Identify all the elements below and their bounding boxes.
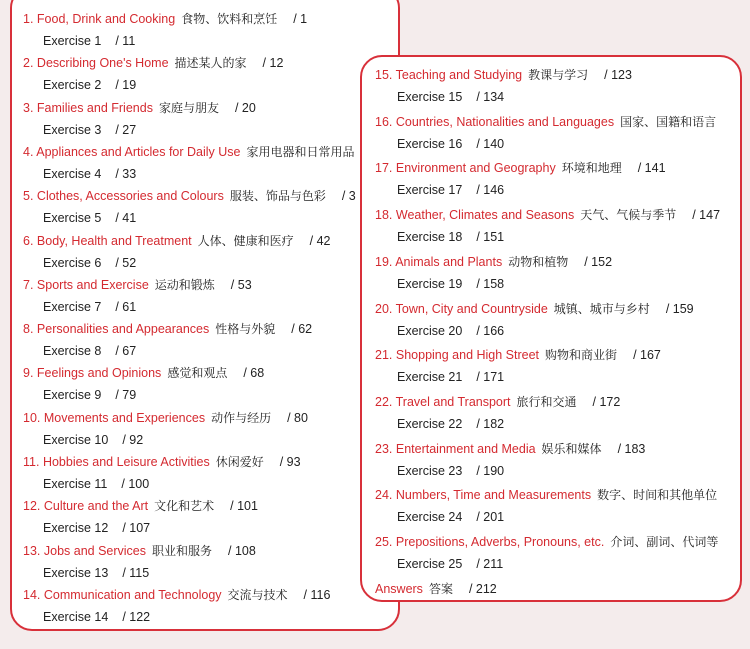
chapter-title: Food, Drink and Cooking <box>36 12 176 26</box>
chapter-title-chinese: 交流与技术 <box>227 587 288 602</box>
exercise-label: Exercise 21 <box>397 370 463 385</box>
chapter-entry[interactable] <box>23 543 256 559</box>
chapter-number: 2. <box>23 56 34 71</box>
chapter-page: / 167 <box>633 348 661 363</box>
exercise-page: / 79 <box>115 388 137 403</box>
exercise-entry[interactable] <box>43 387 136 403</box>
chapter-number: 20. <box>375 301 393 316</box>
exercise-entry[interactable] <box>397 136 504 152</box>
exercise-page: / 151 <box>476 230 505 245</box>
chapter-title: Feelings and Opinions <box>36 366 162 381</box>
chapter-page: / 116 <box>303 587 331 602</box>
chapter-number: 23. <box>375 441 393 456</box>
chapter-title: Numbers, Time and Measurements <box>395 488 592 503</box>
chapter-number: 9. <box>23 366 34 381</box>
chapter-page: / 172 <box>592 394 621 409</box>
exercise-page: / 122 <box>122 609 151 624</box>
exercise-entry[interactable] <box>43 432 143 448</box>
exercise-label: Exercise 14 <box>43 609 109 624</box>
chapter-title-chinese: 休闲爱好 <box>215 455 264 469</box>
exercise-page: / 134 <box>476 90 505 104</box>
chapter-title-chinese: 介词、副词、代词等 <box>610 535 719 549</box>
chapter-page: / 42 <box>309 233 331 248</box>
chapter-title-chinese: 娱乐和媒体 <box>541 441 602 456</box>
exercise-page: / 27 <box>115 122 137 137</box>
chapter-title: Animals and Plants <box>395 254 503 269</box>
exercise-entry[interactable] <box>397 276 504 292</box>
exercise-page: / 211 <box>476 557 504 571</box>
chapter-title-chinese: 职业和服务 <box>152 543 213 558</box>
chapter-number: 8. <box>23 322 34 337</box>
toc-right-panel <box>360 55 742 602</box>
exercise-label: Exercise 6 <box>43 255 102 270</box>
exercise-entry[interactable] <box>43 255 136 271</box>
exercise-label: Exercise 2 <box>43 78 102 93</box>
exercise-page: / 140 <box>476 136 505 151</box>
answers-page: / 212 <box>468 581 497 596</box>
chapter-number: 5. <box>23 189 34 204</box>
exercise-entry[interactable] <box>43 609 150 625</box>
exercise-entry[interactable] <box>397 556 503 572</box>
exercise-page: / 41 <box>115 211 137 226</box>
exercise-entry[interactable] <box>397 229 504 245</box>
chapter-title: Clothes, Accessories and Colours <box>36 189 224 204</box>
chapter-number: 21. <box>375 348 393 363</box>
chapter-title: Jobs and Services <box>43 543 147 558</box>
chapter-number: 4. <box>23 144 34 159</box>
chapter-entry[interactable] <box>23 410 308 426</box>
toc-left-panel <box>10 0 400 631</box>
chapter-page: / 80 <box>287 410 308 425</box>
chapter-title: Countries, Nationalities and Languages <box>395 114 615 129</box>
chapter-entry[interactable] <box>23 233 331 249</box>
chapter-page: / 68 <box>243 366 265 381</box>
chapter-number: 1. <box>23 12 34 26</box>
exercise-page: / 100 <box>121 477 150 491</box>
exercise-label: Exercise 1 <box>43 34 102 48</box>
exercise-entry[interactable] <box>397 463 504 479</box>
chapter-title: Appliances and Articles for Daily Use <box>36 144 241 159</box>
chapter-number: 15. <box>375 68 393 82</box>
chapter-entry[interactable] <box>23 55 283 71</box>
chapter-page: / 93 <box>279 455 301 469</box>
exercise-entry[interactable] <box>43 565 149 581</box>
chapter-title-chinese: 国家、国籍和语言 <box>620 114 717 129</box>
chapter-title-chinese: 数字、时间和其他单位 <box>597 488 718 503</box>
exercise-page: / 146 <box>476 183 505 198</box>
chapter-number: 12. <box>23 499 41 514</box>
chapter-number: 10. <box>23 410 41 425</box>
chapter-title: Shopping and High Street <box>395 348 540 363</box>
chapter-title-chinese: 服装、饰品与色彩 <box>229 189 326 204</box>
chapter-page: / 1 <box>293 12 308 26</box>
chapter-page: / 159 <box>665 301 694 316</box>
exercise-entry[interactable] <box>43 343 136 359</box>
exercise-entry[interactable] <box>397 323 504 339</box>
exercise-page: / 171 <box>476 370 505 385</box>
chapter-page: / 3 <box>341 189 356 204</box>
exercise-label: Exercise 8 <box>43 344 102 359</box>
exercise-label: Exercise 25 <box>397 557 463 571</box>
chapter-title-chinese: 文化和艺术 <box>154 499 215 514</box>
exercise-page: / 92 <box>122 432 144 447</box>
exercise-label: Exercise 19 <box>397 276 463 291</box>
chapter-title: Families and Friends <box>36 100 153 115</box>
chapter-number: 18. <box>375 208 393 223</box>
chapter-page: / 53 <box>230 277 252 292</box>
chapter-number: 19. <box>375 254 393 269</box>
chapter-title-chinese: 感觉和观点 <box>167 366 228 381</box>
chapter-page: / 152 <box>584 254 613 269</box>
exercise-label: Exercise 13 <box>43 565 109 580</box>
exercise-label: Exercise 22 <box>397 416 463 431</box>
chapter-number: 11. <box>23 455 40 469</box>
chapter-number: 22. <box>375 394 393 409</box>
chapter-page: / 20 <box>234 100 256 115</box>
chapter-page: / 62 <box>291 322 313 337</box>
chapter-title: Travel and Transport <box>395 394 511 409</box>
exercise-entry[interactable] <box>43 122 136 138</box>
chapter-page: / 147 <box>692 208 721 223</box>
chapter-title: Movements and Experiences <box>43 410 206 425</box>
answers-entry[interactable] <box>375 581 497 597</box>
chapter-number: 6. <box>23 233 34 248</box>
chapter-entry[interactable] <box>375 207 720 223</box>
chapter-title: Describing One's Home <box>36 56 169 71</box>
exercise-label: Exercise 17 <box>397 183 463 198</box>
chapter-page: / 108 <box>228 543 256 558</box>
chapter-page: / 12 <box>262 56 284 71</box>
chapter-entry[interactable] <box>23 11 307 27</box>
exercise-page: / 182 <box>476 416 505 431</box>
chapter-title: Environment and Geography <box>395 161 556 176</box>
exercise-page: / 61 <box>115 299 137 314</box>
exercise-label: Exercise 20 <box>397 323 463 338</box>
chapter-entry[interactable] <box>23 277 252 293</box>
chapter-title-chinese: 环境和地理 <box>561 161 622 176</box>
chapter-title: Personalities and Appearances <box>36 322 210 337</box>
chapter-title: Teaching and Studying <box>395 68 523 82</box>
chapter-entry[interactable] <box>375 254 612 270</box>
chapter-page: / 123 <box>604 68 632 82</box>
chapter-title-chinese: 动物和植物 <box>508 254 569 269</box>
exercise-page: / 190 <box>476 463 505 478</box>
chapter-entry[interactable] <box>375 114 716 130</box>
chapter-title-chinese: 家庭与朋友 <box>158 100 219 115</box>
chapter-title-chinese: 描述某人的家 <box>174 56 247 71</box>
answers-title: Answers <box>375 581 423 596</box>
chapter-title-chinese: 动作与经历 <box>211 410 272 425</box>
chapter-title-chinese: 教课与学习 <box>528 68 589 82</box>
exercise-entry[interactable] <box>43 33 135 49</box>
chapter-title: Body, Health and Treatment <box>36 233 192 248</box>
chapter-number: 16. <box>375 114 393 129</box>
chapter-entry[interactable] <box>23 144 355 160</box>
exercise-page: / 201 <box>476 510 505 525</box>
chapter-page: / 101 <box>230 499 258 514</box>
chapter-entry[interactable] <box>375 160 666 176</box>
exercise-page: / 33 <box>115 166 137 181</box>
chapter-title-chinese: 天气、气候与季节 <box>580 208 677 223</box>
chapter-entry[interactable] <box>375 487 717 503</box>
chapter-title: Communication and Technology <box>43 587 222 602</box>
chapter-entry[interactable] <box>375 394 620 410</box>
exercise-entry[interactable] <box>43 166 136 182</box>
chapter-number: 25. <box>375 535 393 549</box>
chapter-entry[interactable] <box>23 365 264 381</box>
chapter-entry[interactable] <box>375 534 718 550</box>
exercise-entry[interactable] <box>43 210 136 226</box>
chapter-title: Entertainment and Media <box>395 441 536 456</box>
chapter-entry[interactable] <box>23 100 256 116</box>
exercise-label: Exercise 12 <box>43 521 109 536</box>
chapter-number: 17. <box>375 161 393 176</box>
exercise-label: Exercise 16 <box>397 136 463 151</box>
exercise-label: Exercise 15 <box>397 90 463 104</box>
chapter-page: / 183 <box>617 441 646 456</box>
exercise-label: Exercise 10 <box>43 432 109 447</box>
exercise-label: Exercise 18 <box>397 230 463 245</box>
chapter-number: 3. <box>23 100 34 115</box>
chapter-title: Sports and Exercise <box>36 277 149 292</box>
exercise-page: / 11 <box>115 34 136 48</box>
answers-title-chinese: 答案 <box>428 581 453 596</box>
chapter-entry[interactable] <box>375 67 632 83</box>
exercise-label: Exercise 23 <box>397 463 463 478</box>
chapter-number: 7. <box>23 277 34 292</box>
exercise-page: / 67 <box>115 344 137 359</box>
chapter-title: Prepositions, Adverbs, Pronouns, etc. <box>395 535 605 549</box>
exercise-entry[interactable] <box>397 182 504 198</box>
exercise-label: Exercise 7 <box>43 299 102 314</box>
chapter-number: 13. <box>23 543 41 558</box>
chapter-title: Hobbies and Leisure Activities <box>42 455 210 469</box>
chapter-entry[interactable] <box>375 301 694 317</box>
chapter-title: Weather, Climates and Seasons <box>395 208 575 223</box>
exercise-entry[interactable] <box>397 369 504 385</box>
chapter-title-chinese: 食物、饮料和烹饪 <box>181 12 278 26</box>
chapter-title-chinese: 城镇、城市与乡村 <box>553 301 650 316</box>
exercise-page: / 107 <box>122 521 151 536</box>
chapter-title-chinese: 购物和商业街 <box>545 348 618 363</box>
chapter-title-chinese: 家用电器和日常用品 <box>246 144 355 159</box>
exercise-entry[interactable] <box>43 476 149 492</box>
exercise-label: Exercise 11 <box>43 477 108 491</box>
chapter-title-chinese: 人体、健康和医疗 <box>197 233 294 248</box>
exercise-entry[interactable] <box>43 77 136 93</box>
chapter-number: 24. <box>375 488 393 503</box>
exercise-label: Exercise 9 <box>43 388 102 403</box>
exercise-entry[interactable] <box>397 416 504 432</box>
chapter-title: Culture and the Art <box>43 499 149 514</box>
exercise-page: / 166 <box>476 323 505 338</box>
exercise-page: / 52 <box>115 255 137 270</box>
exercise-entry[interactable] <box>397 89 504 105</box>
exercise-label: Exercise 5 <box>43 211 102 226</box>
chapter-entry[interactable] <box>23 454 301 470</box>
chapter-page: / 141 <box>637 161 666 176</box>
exercise-page: / 158 <box>476 276 505 291</box>
chapter-title-chinese: 旅行和交通 <box>516 394 577 409</box>
exercise-page: / 115 <box>122 565 150 580</box>
chapter-entry[interactable] <box>375 441 645 457</box>
chapter-title-chinese: 性格与外貌 <box>215 322 276 337</box>
exercise-label: Exercise 4 <box>43 166 102 181</box>
chapter-title-chinese: 运动和锻炼 <box>154 277 215 292</box>
exercise-entry[interactable] <box>397 509 504 525</box>
exercise-entry[interactable] <box>43 299 136 315</box>
exercise-label: Exercise 24 <box>397 510 463 525</box>
chapter-entry[interactable] <box>375 347 661 363</box>
chapter-entry[interactable] <box>23 587 330 603</box>
chapter-title: Town, City and Countryside <box>395 301 548 316</box>
chapter-entry[interactable] <box>23 188 356 204</box>
exercise-page: / 19 <box>115 78 137 93</box>
chapter-entry[interactable] <box>23 498 258 514</box>
exercise-label: Exercise 3 <box>43 122 102 137</box>
exercise-entry[interactable] <box>43 520 150 536</box>
chapter-entry[interactable] <box>23 321 312 337</box>
chapter-number: 14. <box>23 587 41 602</box>
